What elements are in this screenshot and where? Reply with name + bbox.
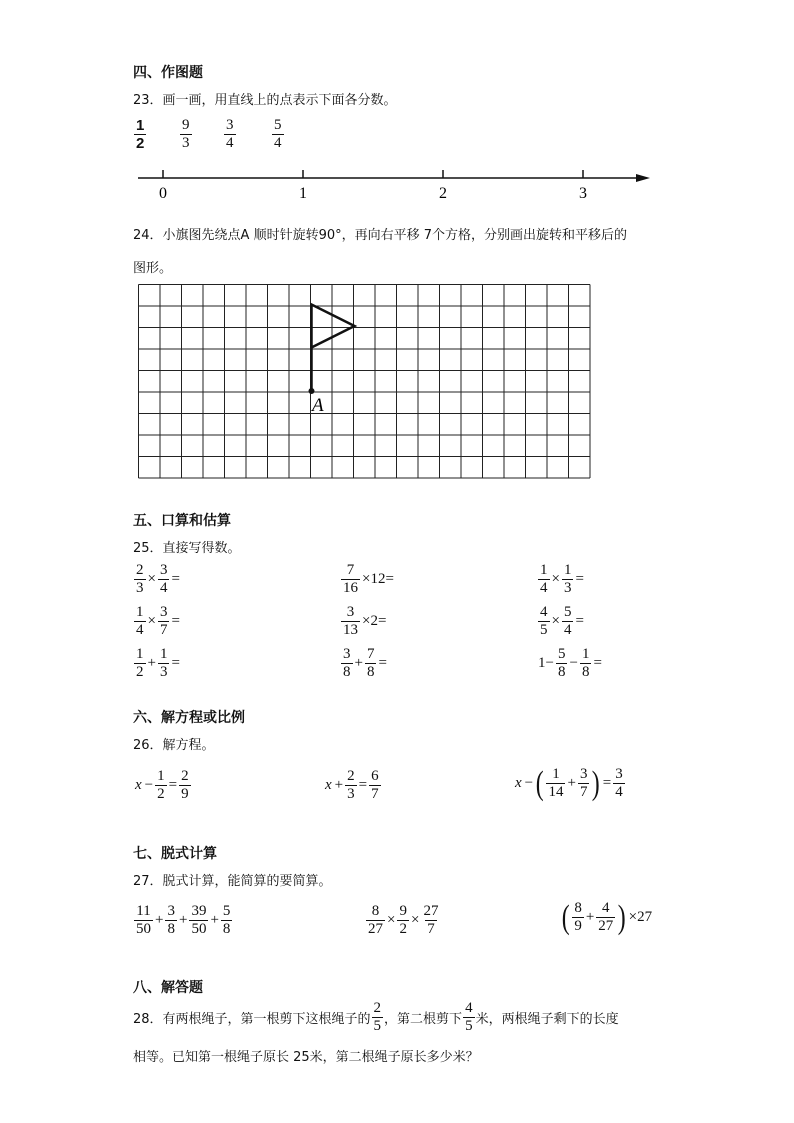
q23-frac-4: $\frac{5}{4}$ xyxy=(274,117,282,151)
q28-line1: 28．有两根绳子，第一根剪下这根绳子的 $\frac{2}{5}$ ，第二根剪下 $\frac{4}{5}$ 米，两根绳子剩下的长度 xyxy=(133,1000,619,1034)
q24-text-line2: 图形。 xyxy=(133,261,173,276)
tick-label-0: 0 xyxy=(159,185,167,202)
q27-text: 27．脱式计算，能简算的要简算。 xyxy=(133,874,332,889)
q25-item-2-2: $\frac{3}{13}$ ×2= xyxy=(343,604,387,638)
q25-item-1-1: $\frac{2}{3}$ × $\frac{3}{4}$ = xyxy=(136,562,180,596)
point-a xyxy=(309,388,315,394)
tick-label-3: 3 xyxy=(579,185,587,202)
q25-item-1-3: $\frac{1}{4}$ × $\frac{1}{3}$ = xyxy=(540,562,584,596)
tick-label-1: 1 xyxy=(299,185,307,202)
tick-label-2: 2 xyxy=(439,185,447,202)
q25-item-3-3: 1− $\frac{5}{8}$ − $\frac{1}{8}$ = xyxy=(538,646,602,680)
grid-lines xyxy=(139,285,591,479)
q26-text: 26．解方程。 xyxy=(133,738,215,753)
section-title-6: 六、解方程或比例 xyxy=(133,710,245,726)
q28-line2: 相等。已知第一根绳子原长 25米，第二根绳子原长多少米？ xyxy=(133,1050,479,1065)
q23-frac-1: $\frac{1}{2}$ xyxy=(136,117,145,152)
q25-item-2-1: $\frac{1}{4}$ × $\frac{3}{7}$ = xyxy=(136,604,180,638)
q25-item-3-2: $\frac{3}{8}$ + $\frac{7}{8}$ = xyxy=(343,646,387,680)
equation-1: x − $\frac{1}{2}$ = $\frac{2}{9}$ xyxy=(135,768,189,802)
q25-item-3-1: $\frac{1}{2}$ + $\frac{1}{3}$ = xyxy=(136,646,180,680)
q23-frac-2: $\frac{9}{3}$ xyxy=(182,117,190,151)
number-line xyxy=(130,160,660,205)
equation-2: x + $\frac{2}{3}$ = $\frac{6}{7}$ xyxy=(325,768,379,802)
q23-text: 23．画一画，用直线上的点表示下面各分数。 xyxy=(133,93,397,108)
q25-item-2-3: $\frac{4}{5}$ × $\frac{5}{4}$ = xyxy=(540,604,584,638)
section-title-4: 四、作图题 xyxy=(133,65,203,81)
q23-frac-3: $\frac{3}{4}$ xyxy=(226,117,234,151)
q24-text-line1: 24．小旗图先绕点A 顺时针旋转90°，再向右平移 7个方格，分别画出旋转和平移后的 xyxy=(133,228,628,243)
expression-2: $\frac{8}{27}$ × $\frac{9}{2}$ × $\frac{27}{7}$ xyxy=(368,903,439,937)
point-a-label: A xyxy=(312,395,324,416)
number-line-arrow xyxy=(636,174,650,182)
expression-3: ( $\frac{8}{9}$ + $\frac{4}{27}$ ) ×27 xyxy=(561,898,653,936)
section-title-8: 八、解答题 xyxy=(133,980,203,996)
grid-figure xyxy=(138,284,594,482)
section-title-5: 五、口算和估算 xyxy=(133,513,231,529)
section-title-7: 七、脱式计算 xyxy=(133,846,217,862)
equation-3: x − ( $\frac{1}{14}$ + $\frac{3}{7}$ ) = $\frac{3}{4}$ xyxy=(515,764,623,802)
expression-1: $\frac{11}{50}$ + $\frac{3}{8}$ + $\frac{39}{50}$ + $\frac{5}{8}$ xyxy=(136,903,231,937)
flag-shape xyxy=(312,305,355,392)
q25-item-1-2: $\frac{7}{16}$ ×12= xyxy=(343,562,394,596)
q25-text: 25．直接写得数。 xyxy=(133,541,241,556)
